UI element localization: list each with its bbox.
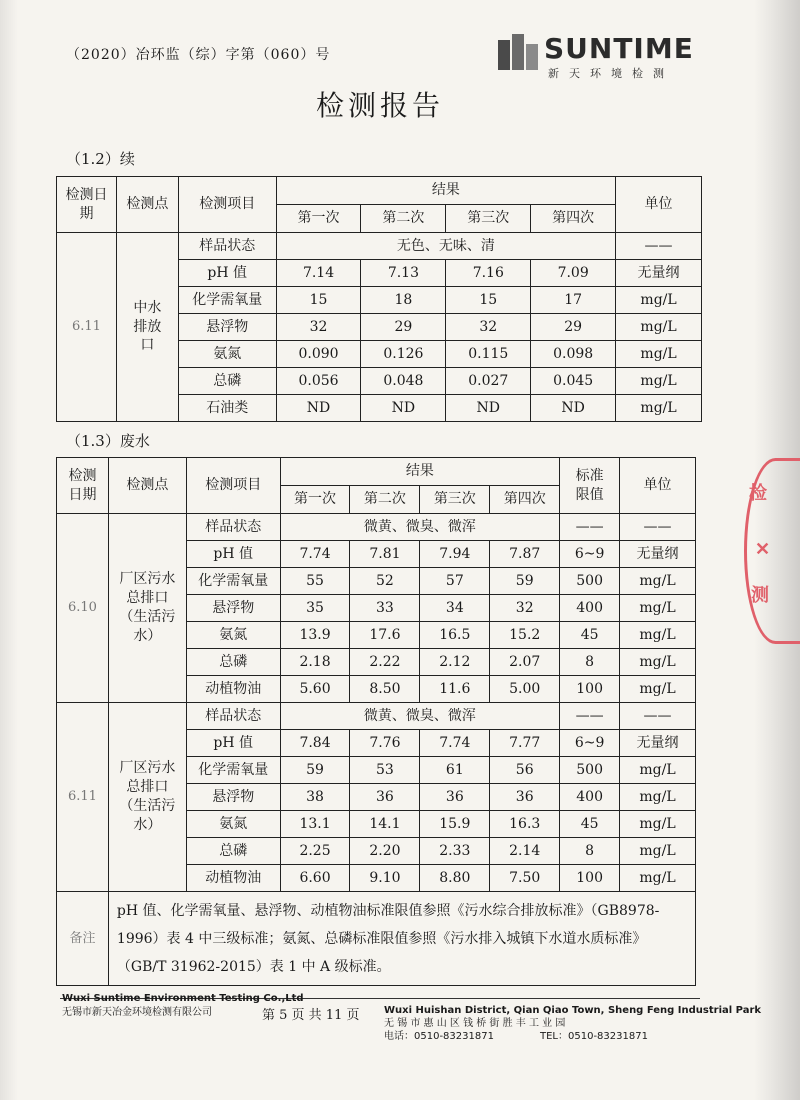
cell-value: 53 [350,757,420,784]
cell-item: 化学需氧量 [186,568,280,595]
cell-value: 15 [446,287,531,314]
cell-unit: mg/L [620,622,696,649]
cell-item: 悬浮物 [186,784,280,811]
header-result: 结果 [280,458,560,486]
cell-item: 动植物油 [186,865,280,892]
cell-value: 0.048 [361,368,446,395]
cell-value: 0.098 [531,341,616,368]
header-round-4: 第四次 [531,205,616,233]
document-number: （2020）冶环监（综）字第（060）号 [66,47,331,63]
seal-stamp: 检 ✕ 测 [744,458,800,644]
cell-value: 57 [420,568,490,595]
cell-value: 13.1 [280,811,350,838]
cell-point: 厂区污水总排口（生活污水） [108,703,186,892]
cell-point: 厂区污水总排口（生活污水） [108,514,186,703]
cell-item: 总磷 [186,649,280,676]
cell-value: ND [361,395,446,422]
cell-sample-limit: —— [560,703,620,730]
cell-limit: 100 [560,676,620,703]
cell-value: 7.76 [350,730,420,757]
cell-unit: mg/L [616,314,702,341]
cell-value: 32 [276,314,361,341]
remark-text: pH 值、化学需氧量、悬浮物、动植物油标准限值参照《污水综合排放标准》（GB8978-1996）表 4 中三级标准；氨氮、总磷标准限值参照《污水排入城镇下水道水质标准》（GB/T 31962-2015）表 1 中 A 级标准。 [108,892,695,986]
cell-date: 6.11 [57,703,109,892]
cell-item: 总磷 [178,368,276,395]
cell-value: 2.20 [350,838,420,865]
header-date: 检测日期 [57,177,117,233]
cell-unit: mg/L [620,838,696,865]
cell-sample-state: 无色、无味、清 [276,233,616,260]
cell-value: 17.6 [350,622,420,649]
cell-value: 15.9 [420,811,490,838]
cell-value: 15 [276,287,361,314]
cell-value: ND [531,395,616,422]
cell-value: 17 [531,287,616,314]
logo-subtitle: 新天环境检测 [548,67,674,80]
cell-value: 11.6 [420,676,490,703]
cell-unit: mg/L [620,811,696,838]
remark-label: 备注 [57,892,109,986]
page-title: 检测报告 [315,89,444,122]
cell-value: 13.9 [280,622,350,649]
cell-value: 8.80 [420,865,490,892]
cell-sample-state: 微黄、微臭、微浑 [280,514,560,541]
cell-item: pH 值 [186,730,280,757]
cell-sample-unit: —— [620,703,696,730]
cell-value: 7.50 [490,865,560,892]
cell-value: 7.09 [531,260,616,287]
header-item: 检测项目 [178,177,276,233]
cell-item: pH 值 [178,260,276,287]
cell-value: 2.22 [350,649,420,676]
table-section-1-2 [56,176,702,422]
cell-unit: mg/L [616,287,702,314]
cell-unit: mg/L [616,395,702,422]
header-date: 检测日期 [57,458,109,514]
header-unit: 单位 [616,177,702,233]
cell-value: 5.00 [490,676,560,703]
cell-value: 7.13 [361,260,446,287]
cell-value: 36 [420,784,490,811]
cell-value: 7.77 [490,730,560,757]
header-result: 结果 [276,177,616,205]
header-round-4: 第四次 [490,486,560,514]
cell-item: 化学需氧量 [186,757,280,784]
company-logo [498,32,698,80]
cell-limit: 6~9 [560,730,620,757]
cell-limit: 100 [560,865,620,892]
cell-unit: 无量纲 [616,260,702,287]
cell-value: 18 [361,287,446,314]
cell-limit: 6~9 [560,541,620,568]
cell-unit: mg/L [620,595,696,622]
cell-value: 0.090 [276,341,361,368]
cell-limit: 8 [560,649,620,676]
cell-sample-label: 样品状态 [186,703,280,730]
cell-value: 56 [490,757,560,784]
footer-phone: 电话：0510-83231871 [384,1031,494,1042]
cell-value: 36 [490,784,560,811]
cell-sample-unit: —— [616,233,702,260]
cell-sample-state: 微黄、微臭、微浑 [280,703,560,730]
cell-limit: 400 [560,595,620,622]
cell-value: 15.2 [490,622,560,649]
cell-item: pH 值 [186,541,280,568]
footer-address-cn: 无 锡 市 惠 山 区 钱 桥 街 胜 丰 工 业 园 [384,1018,566,1029]
cell-item: 总磷 [186,838,280,865]
cell-item: 石油类 [178,395,276,422]
cell-value: 7.74 [420,730,490,757]
cell-value: 0.056 [276,368,361,395]
cell-value: 29 [531,314,616,341]
cell-item: 化学需氧量 [178,287,276,314]
cell-value: 36 [350,784,420,811]
cell-value: 2.12 [420,649,490,676]
cell-item: 氨氮 [178,341,276,368]
cell-unit: 无量纲 [620,541,696,568]
cell-unit: mg/L [616,368,702,395]
cell-unit: mg/L [620,676,696,703]
cell-value: 52 [350,568,420,595]
page-edge-left [0,0,18,1100]
cell-item: 悬浮物 [186,595,280,622]
cell-value: 2.33 [420,838,490,865]
footer-company-en: Wuxi Suntime Environment Testing Co.,Ltd [62,993,304,1004]
cell-value: 2.25 [280,838,350,865]
cell-value: 34 [420,595,490,622]
cell-limit: 45 [560,811,620,838]
header-item: 检测项目 [186,458,280,514]
table-section-1-3 [56,457,696,986]
header-point: 检测点 [116,177,178,233]
cell-value: 9.10 [350,865,420,892]
logo-mark-icon [498,34,538,74]
cell-value: 2.18 [280,649,350,676]
cell-value: 7.14 [276,260,361,287]
header-point: 检测点 [108,458,186,514]
cell-value: 61 [420,757,490,784]
cell-value: 55 [280,568,350,595]
cell-value: 7.87 [490,541,560,568]
cell-limit: 500 [560,757,620,784]
cell-item: 氨氮 [186,811,280,838]
cell-value: 59 [280,757,350,784]
cell-point: 中水排放口 [116,233,178,422]
cell-value: 0.045 [531,368,616,395]
cell-item: 氨氮 [186,622,280,649]
cell-sample-limit: —— [560,514,620,541]
cell-value: 6.60 [280,865,350,892]
page-number: 第 5 页 共 11 页 [262,1008,360,1023]
cell-value: 0.126 [361,341,446,368]
cell-value: 59 [490,568,560,595]
cell-value: 7.81 [350,541,420,568]
cell-value: 7.94 [420,541,490,568]
footer-company-cn: 无锡市新天冶金环境检测有限公司 [62,1007,212,1018]
footer-tel: TEL：0510-83231871 [540,1031,648,1042]
header-round-3: 第三次 [446,205,531,233]
cell-limit: 500 [560,568,620,595]
cell-value: 16.3 [490,811,560,838]
cell-value: ND [446,395,531,422]
cell-value: 32 [490,595,560,622]
cell-unit: mg/L [620,865,696,892]
cell-value: 33 [350,595,420,622]
cell-limit: 400 [560,784,620,811]
cell-value: 5.60 [280,676,350,703]
header-round-1: 第一次 [276,205,361,233]
cell-sample-unit: —— [620,514,696,541]
cell-item: 动植物油 [186,676,280,703]
cell-value: 38 [280,784,350,811]
logo-text: SUNTIME [544,32,694,65]
section-label-1-3: （1.3）废水 [66,432,150,450]
cell-value: 0.115 [446,341,531,368]
cell-value: 29 [361,314,446,341]
cell-value: 7.16 [446,260,531,287]
cell-value: 8.50 [350,676,420,703]
cell-value: 32 [446,314,531,341]
header-round-2: 第二次 [361,205,446,233]
cell-unit: mg/L [620,757,696,784]
cell-value: 0.027 [446,368,531,395]
cell-value: 14.1 [350,811,420,838]
header-round-3: 第三次 [420,486,490,514]
cell-value: 2.14 [490,838,560,865]
cell-limit: 45 [560,622,620,649]
cell-value: 16.5 [420,622,490,649]
cell-unit: 无量纲 [620,730,696,757]
header-unit: 单位 [620,458,696,514]
cell-date: 6.11 [57,233,117,422]
section-label-1-2: （1.2）续 [66,150,135,168]
cell-item: 悬浮物 [178,314,276,341]
cell-limit: 8 [560,838,620,865]
cell-value: 35 [280,595,350,622]
cell-value: 7.74 [280,541,350,568]
cell-sample-label: 样品状态 [186,514,280,541]
header-limit: 标准限值 [560,458,620,514]
cell-date: 6.10 [57,514,109,703]
cell-unit: mg/L [620,568,696,595]
cell-unit: mg/L [620,649,696,676]
cell-unit: mg/L [616,341,702,368]
header-round-2: 第二次 [350,486,420,514]
cell-sample-label: 样品状态 [178,233,276,260]
header-round-1: 第一次 [280,486,350,514]
cell-value: 7.84 [280,730,350,757]
cell-unit: mg/L [620,784,696,811]
cell-value: 2.07 [490,649,560,676]
footer-address-en: Wuxi Huishan District, Qian Qiao Town, Sheng Feng Industrial Park [384,1005,762,1016]
cell-value: ND [276,395,361,422]
